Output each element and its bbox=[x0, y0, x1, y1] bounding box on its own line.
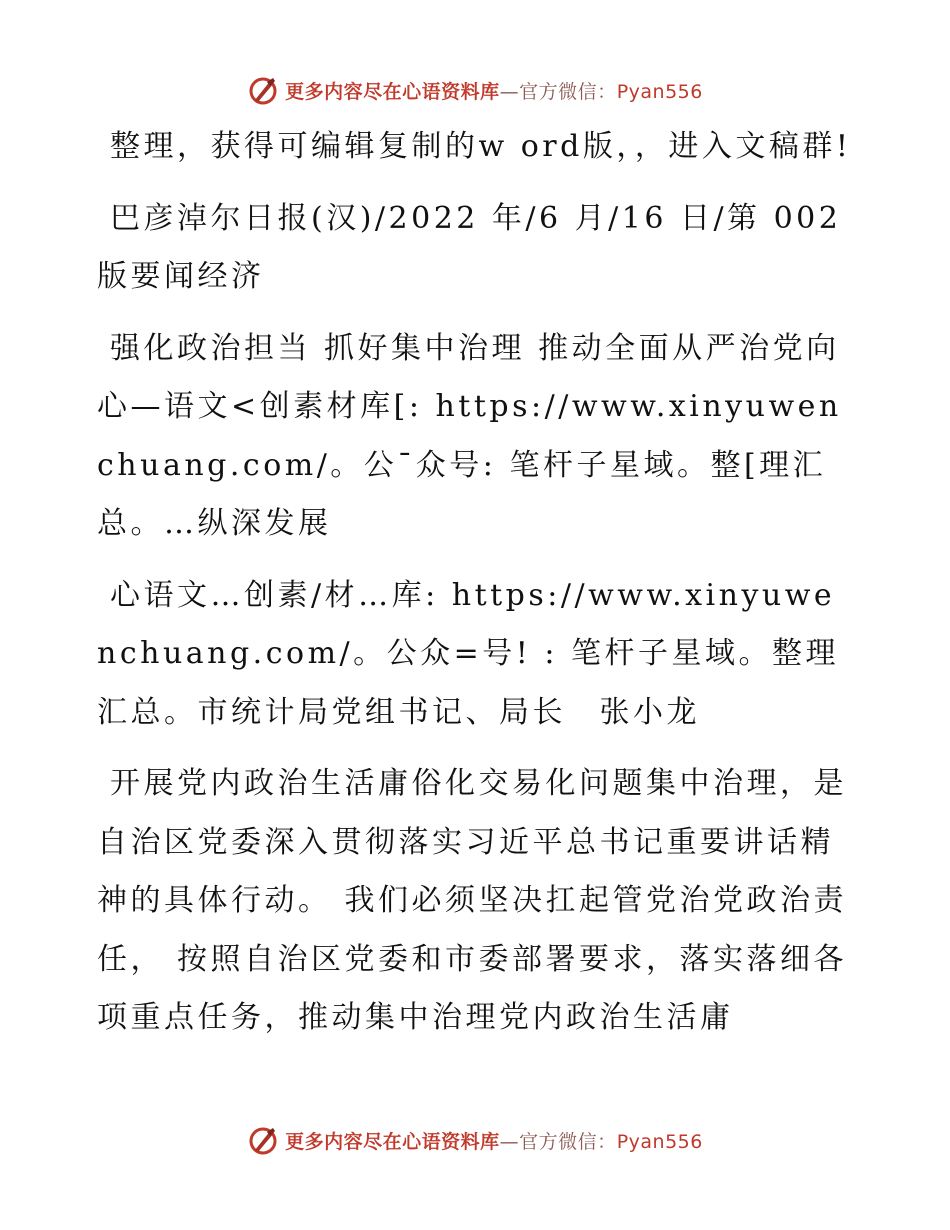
document-body bbox=[97, 118, 852, 1061]
quill-pen-logo-icon bbox=[247, 1124, 279, 1156]
banner-text bbox=[285, 77, 703, 104]
banner-brand: 更多内容尽在心语资料库 bbox=[285, 1130, 500, 1153]
paragraph: 强化政治担当 抓好集中治理 推动全面从严治党向心—语文<创素材库[: https://www.xinyuwenchuang.com/。公¯众号: 笔杆子星域。整[理汇总。…纵深发展 bbox=[97, 330, 842, 541]
banner-wechat-label: 官方微信： bbox=[519, 80, 617, 103]
banner-wechat-label: 官方微信： bbox=[519, 1130, 617, 1153]
header-banner bbox=[0, 70, 950, 110]
quill-pen-logo-icon bbox=[247, 74, 279, 106]
footer-banner bbox=[0, 1120, 950, 1160]
banner-text bbox=[285, 1127, 703, 1154]
banner-dash: — bbox=[499, 1130, 520, 1153]
banner-brand: 更多内容尽在心语资料库 bbox=[285, 80, 500, 103]
paragraph: 心语文…创素/材…库: https://www.xinyuwenchuang.com/。公众=号! : 笔杆子星域。整理汇总。市统计局党组书记、局长 张小龙 bbox=[97, 577, 840, 730]
banner-dash: — bbox=[499, 80, 520, 103]
paragraph: 巴彦淖尔日报(汉)/2022 年/6 月/16 日/第 002 版要闻经济 bbox=[97, 200, 842, 294]
paragraph: 整理，获得可编辑复制的w ord版，，进入文稿群! bbox=[110, 129, 852, 164]
banner-wechat-id: Pyan556 bbox=[616, 1130, 703, 1153]
paragraph: 开展党内政治生活庸俗化交易化问题集中治理，是自治区党委深入贯彻落实习近平总书记重要讲话精神的具体行动。 我们必须坚决扛起管党治党政治责任， 按照自治区党委和市委部署要求，落实落细各项重点任务，推动集中治理党内政治生活庸 bbox=[97, 766, 848, 1035]
banner-wechat-id: Pyan556 bbox=[616, 80, 703, 103]
